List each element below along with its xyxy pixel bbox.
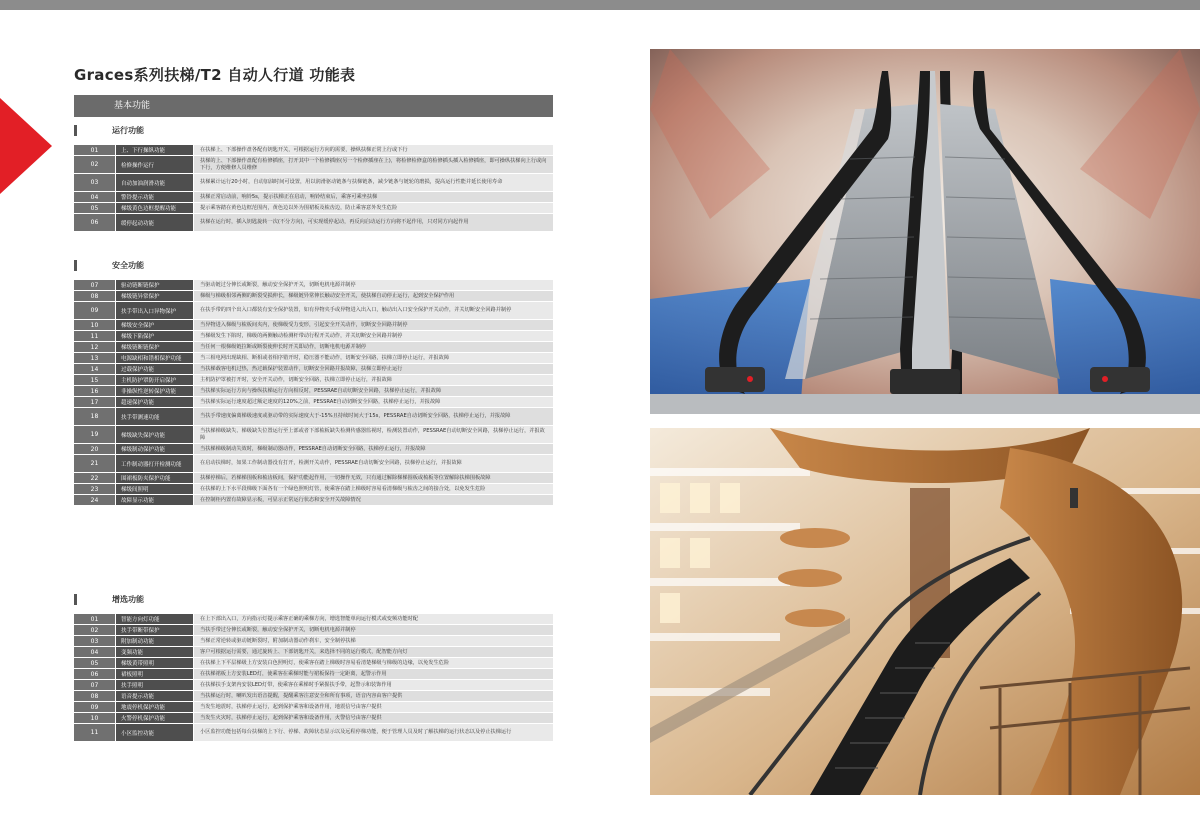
table-row — [74, 173, 553, 191]
row-number: 08 — [74, 691, 115, 701]
main-heading: 基本功能 — [74, 95, 553, 117]
table-row — [74, 191, 553, 202]
table-row — [74, 301, 553, 319]
table-row — [74, 635, 553, 646]
section-label: 安全功能 — [112, 261, 144, 270]
function-name: 非操纵性逆转保护功能 — [115, 386, 193, 396]
function-description: 扶梯在运行时，插入钥匙旋转一次(不分方向)，可实现缓停起动，再反向启动运行方向将不起作用，只对同方向起作用 — [193, 214, 553, 231]
function-description: 当扶梯实际运行速度超过额定速度的120%之前，PESSRAE自动切断安全回路，扶梯停止运行，并报故障 — [193, 397, 553, 407]
function-name: 语音提示功能 — [115, 691, 193, 701]
function-description: 在上下部出入口，方向指示灯提示乘客正确的乘梯方向，增选智能单向运行模式或变频功能时配 — [193, 614, 553, 624]
function-name: 超速保护功能 — [115, 397, 193, 407]
function-name: 上、下行操纵功能 — [115, 145, 193, 155]
table-row — [74, 341, 553, 352]
row-number: 03 — [74, 636, 115, 646]
row-number: 01 — [74, 614, 115, 624]
function-description: 当发生地震时，扶梯停止运行，起到保护乘客和设备作用，地震信号由客户提供 — [193, 702, 553, 712]
row-number: 07 — [74, 280, 115, 290]
function-name: 扶手照明 — [115, 680, 193, 690]
function-name: 变频功能 — [115, 647, 193, 657]
function-description: 在扶梯上、下部操作盘各配有钥匙开关，可根据运行方向的需要，操纵扶梯正常上行或下行 — [193, 145, 553, 155]
row-number: 20 — [74, 444, 115, 454]
row-number: 10 — [74, 320, 115, 330]
function-description: 客户可根据运行需要，通过旋转上、下部钥匙开关，来选择不同的运行模式，配智能方向灯 — [193, 647, 553, 657]
row-number: 08 — [74, 291, 115, 301]
table-row — [74, 202, 553, 213]
function-description: 扶梯正常启动前，响铃5s，提示扶梯正在启动，响铃结束后，乘客可乘坐扶梯 — [193, 192, 553, 202]
function-name: 自动加油润滑功能 — [115, 174, 193, 191]
function-description: 梯级与梯级相邻两侧的断裂受损伸长，梯级链异常伸长触动安全开关，使扶梯自动停止运行，起到安全保护作用 — [193, 291, 553, 301]
row-number: 23 — [74, 484, 115, 494]
table-row — [74, 385, 553, 396]
function-description: 在启动扶梯时，如果工作制动器没有打开，检测开关动作，PESSRAE自动切断安全回路，扶梯停止运行，并报故障 — [193, 455, 553, 472]
function-description: 在扶梯上下平层梯级上方安装白色照明灯，使乘客在踏上梯级时容易看清楚梯级与梯级的边缘，以免发生危险 — [193, 658, 553, 668]
table-row — [74, 155, 553, 173]
table-row — [74, 472, 553, 483]
table-row — [74, 690, 553, 701]
table-row — [74, 425, 553, 443]
function-description: 在扶手带的四个出入口都装有安全保护装置，如有异物夹手或异物进入出入口，触动出入口安全保护开关动作，并关切断安全回路并制停 — [193, 302, 553, 319]
function-name: 智能方向灯功能 — [115, 614, 193, 624]
section-heading-optional — [74, 593, 553, 607]
table-row — [74, 374, 553, 385]
row-number: 03 — [74, 174, 115, 191]
table-row — [74, 679, 553, 690]
section-marker — [74, 125, 77, 136]
table-row — [74, 319, 553, 330]
escalator-photo — [650, 49, 1200, 414]
function-name: 梯级链断链保护 — [115, 342, 193, 352]
function-name: 梯级制动保护功能 — [115, 444, 193, 454]
table-row — [74, 613, 553, 624]
row-number: 18 — [74, 408, 115, 425]
table-row — [74, 624, 553, 635]
row-number: 15 — [74, 375, 115, 385]
function-name: 小区监控功能 — [115, 724, 193, 741]
table-row — [74, 396, 553, 407]
function-description: 当扶梯运行时，喇叭发出语音提醒，提醒乘客注意安全和所有事项，语音内容由客户提供 — [193, 691, 553, 701]
table-row — [74, 363, 553, 374]
row-number: 09 — [74, 302, 115, 319]
function-name: 扶手带测速功能 — [115, 408, 193, 425]
function-name: 梯级下陷保护 — [115, 331, 193, 341]
table-row — [74, 646, 553, 657]
function-name: 梯级黄色边框提醒功能 — [115, 203, 193, 213]
function-name: 梯级安全保护 — [115, 320, 193, 330]
function-name: 扶手带出入口异物保护 — [115, 302, 193, 319]
row-number: 07 — [74, 680, 115, 690]
function-description: 当扶梯实际运行方向与操纵扶梯运行方向相反时，PESSRAE自动切断安全回路，扶梯停止运行，并报故障 — [193, 386, 553, 396]
row-number: 02 — [74, 625, 115, 635]
function-description: 当扶梯梯级制动失效时，梯级制动器动作，PESSRAE自动切断安全回路，扶梯停止运行，并报故障 — [193, 444, 553, 454]
function-name: 检修操作运行 — [115, 156, 193, 173]
function-description: 当异物进入梯级与梳板间夹内，使梯级受力变形，引起安全开关动作，切断安全回路并制停 — [193, 320, 553, 330]
function-description: 当任何一根梯级链拉断或断裂使伸长时开关即动作，切断电机电源并制停 — [193, 342, 553, 352]
row-number: 14 — [74, 364, 115, 374]
row-number: 17 — [74, 397, 115, 407]
table-row — [74, 290, 553, 301]
table-row — [74, 443, 553, 454]
function-description: 在扶梯裙板上方安装LED灯，使乘客在乘梯时能与裙板保持一定距离，起警示作用 — [193, 669, 553, 679]
function-name: 驱动链断链保护 — [115, 280, 193, 290]
table-row — [74, 454, 553, 472]
row-number: 19 — [74, 426, 115, 443]
function-table-safety — [74, 279, 553, 505]
row-number: 06 — [74, 214, 115, 231]
function-description: 当梯级发生下陷时，梯级的两侧触动检测杆带动行程开关动作，并关切断安全回路并制停 — [193, 331, 553, 341]
function-name: 裙板照明 — [115, 669, 193, 679]
table-row — [74, 657, 553, 668]
function-name: 电源缺相和错相保护功能 — [115, 353, 193, 363]
row-number: 21 — [74, 455, 115, 472]
function-name: 警铃提示功能 — [115, 192, 193, 202]
table-row — [74, 330, 553, 341]
row-number: 11 — [74, 331, 115, 341]
function-table-optional — [74, 613, 553, 741]
table-row — [74, 723, 553, 741]
function-description: 在控制柜内置有故障显示板，可显示正常运行状态和安全开关故障情况 — [193, 495, 553, 505]
red-arrow-icon — [0, 98, 52, 194]
function-name: 梯级间照明 — [115, 484, 193, 494]
table-row — [74, 712, 553, 723]
function-name: 过载保护功能 — [115, 364, 193, 374]
function-description: 当发生火灾时，扶梯停止运行，起到保护乘客和设备作用，火警信号由客户提供 — [193, 713, 553, 723]
function-name: 主机防护罩防开启保护 — [115, 375, 193, 385]
row-number: 04 — [74, 192, 115, 202]
function-description: 当梯正常逆转或驱动链断裂时，附加制动器动作刹车，安全制停扶梯 — [193, 636, 553, 646]
table-row — [74, 352, 553, 363]
function-name: 围裙板防夹保护功能 — [115, 473, 193, 483]
mall-escalator-photo — [650, 428, 1200, 795]
function-description: 当扶手带速度偏离梯级速度或驱动带的实际速度大于-15%且持续时间大于15s，PESSRAE自动切断安全回路，扶梯停止运行，并报故障 — [193, 408, 553, 425]
function-description: 提示乘客踏在黄色边框范围内，黄色边以外为围裙板及梳齿边，防止乘客意外发生危险 — [193, 203, 553, 213]
row-number: 01 — [74, 145, 115, 155]
function-name: 地震停机保护功能 — [115, 702, 193, 712]
function-name: 火警停机保护功能 — [115, 713, 193, 723]
function-name: 扶手带断带保护 — [115, 625, 193, 635]
table-row — [74, 483, 553, 494]
function-description: 在扶梯的上下水平段梯级下面各有一个绿色照明灯管，使乘客在踏上梯级时容易看清梯级与梳齿之间的接合处，以免发生危险 — [193, 484, 553, 494]
function-description: 当扶梯载客电机过热，热过载保护装置动作，切断安全回路并报故障，扶梯立即停止运行 — [193, 364, 553, 374]
table-row — [74, 279, 553, 290]
function-description: 当扶手带过分伸长或断裂，触动安全保护开关，切断电机电源并制停 — [193, 625, 553, 635]
row-number: 22 — [74, 473, 115, 483]
section-marker — [74, 260, 77, 271]
function-name: 故障显示功能 — [115, 495, 193, 505]
table-row — [74, 494, 553, 505]
function-description: 当驱动链过分伸长或断裂，触动安全保护开关，切断电机电源并制停 — [193, 280, 553, 290]
top-bar — [0, 0, 1200, 10]
function-name: 附加制动功能 — [115, 636, 193, 646]
table-row — [74, 213, 553, 231]
function-description: 扶梯的上、下部操作盘配有检修插座，打开其中一个检修插座(另一个检修插座在上)，将检修检修盒的检修插头插入检修插座，即可操纵扶梯向上行或向下行，方便维修人员维修 — [193, 156, 553, 173]
function-name: 梯级黄带照明 — [115, 658, 193, 668]
section-marker — [74, 594, 77, 605]
function-description: 主机防护罩被打开时，安全开关动作，切断安全回路，扶梯立即停止运行，并报故障 — [193, 375, 553, 385]
function-description: 扶梯累计运行20小时，自动加油时间可设置，用以润滑驱动链条与扶梯链条，减少链条与链轮的磨损，提高运行性能并延长使用寿命 — [193, 174, 553, 191]
section-heading-safety — [74, 259, 553, 273]
row-number: 24 — [74, 495, 115, 505]
function-description: 当扶梯梯级缺失、梯级缺失位置运行至上部或者下部梳板缺失检测传感器监视时，检测装置动作，PESSRAE自动切断安全回路，扶梯停止运行，并报故障 — [193, 426, 553, 443]
function-name: 梯级链异常保护 — [115, 291, 193, 301]
row-number: 16 — [74, 386, 115, 396]
function-description: 当三相电网出现缺相、断相或者相序错开时，稳压器不能动作，切断安全回路，扶梯立即停止运行，并报故障 — [193, 353, 553, 363]
function-description: 小区监控功能包括每台扶梯的上下行、停梯、故障状态显示以及远程停梯功能，便于管理人员及时了解扶梯的运行状态以及停止扶梯运行 — [193, 724, 553, 741]
row-number: 11 — [74, 724, 115, 741]
row-number: 12 — [74, 342, 115, 352]
table-row — [74, 668, 553, 679]
function-name: 缓停起动功能 — [115, 214, 193, 231]
table-row — [74, 144, 553, 155]
row-number: 06 — [74, 669, 115, 679]
row-number: 13 — [74, 353, 115, 363]
section-heading-run — [74, 124, 553, 138]
function-description: 扶梯停梯后，若梯梯围板和梳齿板间，保护功能起作用，一切操作无效，只有通过解除梯梯围板或梳板等位置解除扶梯围板故障 — [193, 473, 553, 483]
table-row — [74, 407, 553, 425]
row-number: 09 — [74, 702, 115, 712]
function-description: 在扶梯扶手支架内安装LED灯带，使乘客在乘梯时手紧握扶手带，起警示和装饰作用 — [193, 680, 553, 690]
row-number: 05 — [74, 203, 115, 213]
row-number: 05 — [74, 658, 115, 668]
section-label: 运行功能 — [112, 126, 144, 135]
function-name: 工作制动器打开检测功能 — [115, 455, 193, 472]
page-title: Graces系列扶梯/T2 自动人行道 功能表 — [74, 66, 356, 84]
row-number: 10 — [74, 713, 115, 723]
section-label: 增选功能 — [112, 595, 144, 604]
row-number: 04 — [74, 647, 115, 657]
table-row — [74, 701, 553, 712]
function-table-run — [74, 144, 553, 231]
function-name: 梯级缺失保护功能 — [115, 426, 193, 443]
row-number: 02 — [74, 156, 115, 173]
